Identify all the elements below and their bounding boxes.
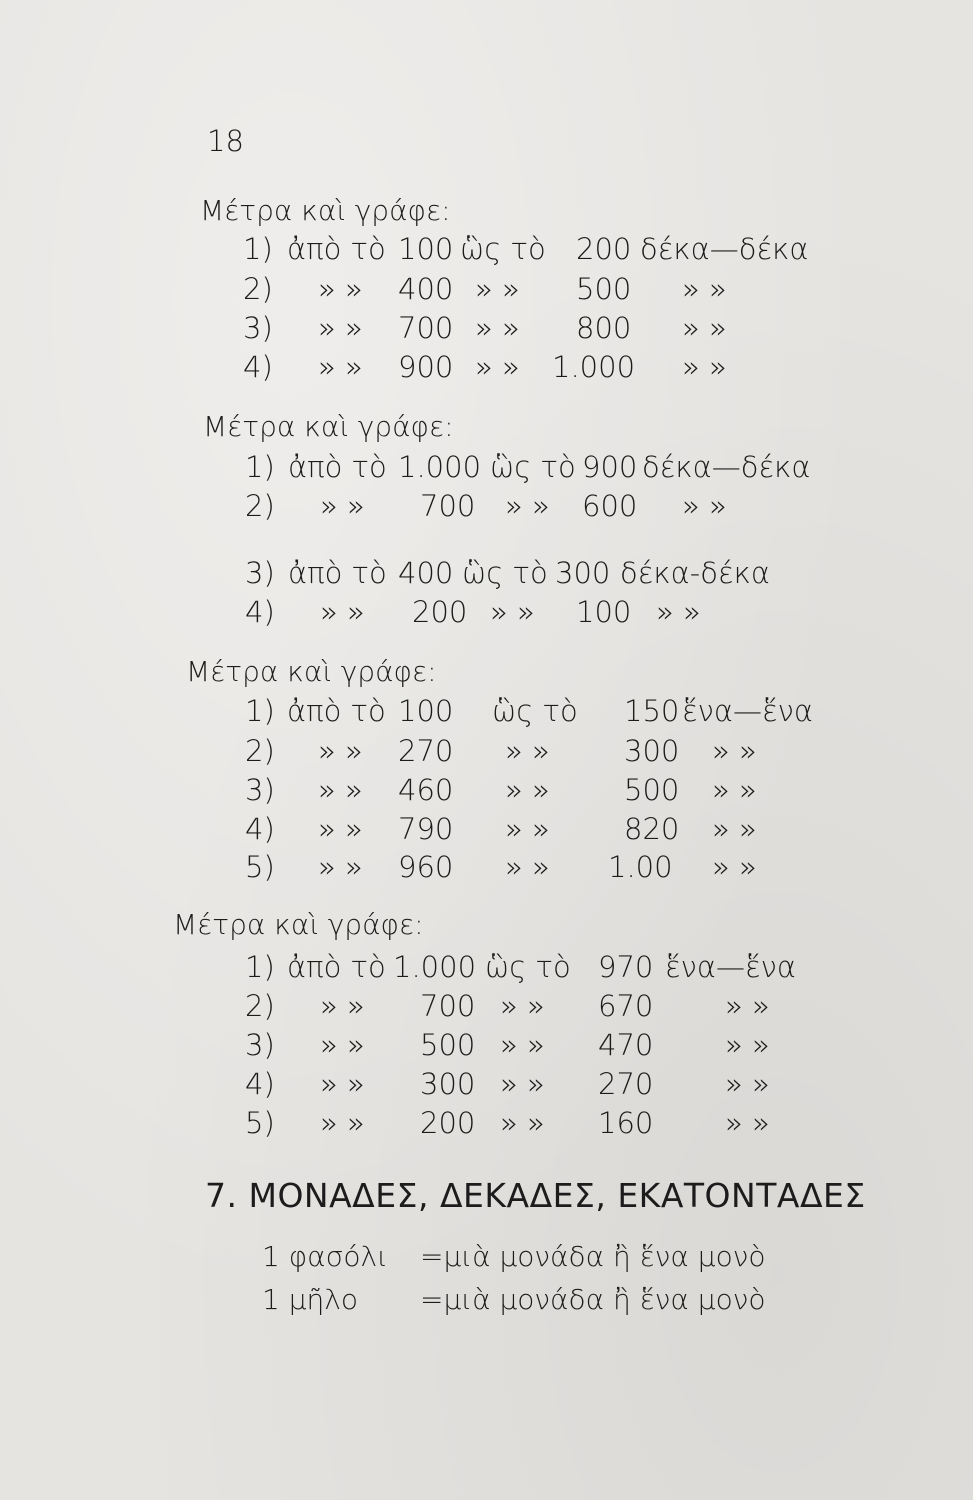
ditto-from: » » [318,734,363,768]
ditto-to: » » [500,989,545,1023]
ditto-step: » » [682,272,727,306]
to-value: 300 [624,734,680,768]
ditto-step: » » [682,489,727,523]
from-value: 960 [398,850,454,884]
ditto-step: » » [712,850,757,884]
to-label: ὣς τὸ [460,232,546,266]
to-value: 800 [576,311,632,345]
to-value: 150 [624,694,680,728]
from-value: 700 [420,489,476,523]
ditto-step: » » [712,773,757,807]
ditto-from: » » [318,272,363,306]
row-index: 4) [245,812,275,846]
from-value: 300 [420,1067,476,1101]
row-index: 3) [245,773,275,807]
step-label: ἕνα—ἕνα [682,694,813,728]
ditto-to: » » [500,1067,545,1101]
from-value: 790 [398,812,454,846]
from-label: ἀπὸ τὸ [287,232,386,266]
to-value: 900 [582,450,638,484]
to-value: 200 [576,232,632,266]
to-value: 970 [598,950,654,984]
row-index: 2) [245,734,275,768]
row-index: 2) [245,989,275,1023]
step-label: ἕνα—ἕνα [665,950,796,984]
ditto-to: » » [475,311,520,345]
block-2-heading: Μέτρα καὶ γράφε: [203,410,454,443]
from-value: 900 [398,350,454,384]
from-value: 460 [398,773,454,807]
from-value: 200 [420,1106,476,1140]
ditto-to: » » [505,773,550,807]
ditto-from: » » [320,1106,365,1140]
ditto-from: » » [320,989,365,1023]
to-value: 100 [576,595,632,629]
row-index: 2) [245,489,275,523]
block-3-heading: Μέτρα καὶ γράφε: [186,655,437,688]
ditto-step: » » [712,812,757,846]
step-label: δέκα-δέκα [620,556,770,590]
from-label: ἀπὸ τὸ [288,556,387,590]
from-value: 100 [398,694,454,728]
ditto-step: » » [712,734,757,768]
ditto-to: » » [505,734,550,768]
row-index: 5) [245,1106,275,1140]
row-index: 2) [243,272,273,306]
ditto-to: » » [500,1028,545,1062]
ditto-to: » » [505,812,550,846]
from-label: ἀπὸ τὸ [287,950,386,984]
ditto-step: » » [725,1028,770,1062]
ditto-to: » » [490,595,535,629]
ditto-to: » » [500,1106,545,1140]
row-index: 3) [245,556,275,590]
ditto-from: » » [320,1028,365,1062]
block-1-heading: Μέτρα καὶ γράφε: [200,194,451,227]
row-index: 1) [245,450,275,484]
ditto-from: » » [318,812,363,846]
ditto-step: » » [656,595,701,629]
row-index: 3) [243,311,273,345]
from-value: 270 [398,734,454,768]
block-4-heading: Μέτρα καὶ γράφε: [173,908,424,941]
row-index: 1) [245,694,275,728]
row-index: 3) [245,1028,275,1062]
section-title: 7. ΜΟΝΑΔΕΣ, ΔΕΚΑΔΕΣ, ΕΚΑΤΟΝΤΑΔΕΣ [205,1176,866,1215]
from-value: 200 [412,595,468,629]
row-index: 1) [243,232,273,266]
to-value: 1.000 [552,350,636,384]
ditto-step: » » [682,350,727,384]
step-label: δέκα—δέκα [640,232,809,266]
ditto-step: » » [682,311,727,345]
to-label: ὣς τὸ [485,950,571,984]
to-label: ὣς τὸ [490,450,576,484]
to-value: 670 [598,989,654,1023]
row-index: 4) [245,595,275,629]
from-value: 500 [420,1028,476,1062]
to-value: 270 [598,1067,654,1101]
unit-definition: =μιὰ μονάδα ἢ ἕνα μονὸ [420,1283,766,1316]
ditto-step: » » [725,989,770,1023]
row-index: 4) [245,1067,275,1101]
ditto-from: » » [320,489,365,523]
to-value: 1.00 [608,850,673,884]
ditto-to: » » [505,489,550,523]
to-value: 600 [582,489,638,523]
from-value: 1.000 [393,950,477,984]
step-label: δέκα—δέκα [642,450,811,484]
ditto-from: » » [318,311,363,345]
from-value: 700 [398,311,454,345]
unit-definition: =μιὰ μονάδα ἢ ἕνα μονὸ [420,1240,766,1273]
row-index: 5) [245,850,275,884]
ditto-step: » » [725,1106,770,1140]
unit-object: 1 μῆλο [262,1283,358,1316]
ditto-from: » » [318,773,363,807]
ditto-from: » » [320,1067,365,1101]
ditto-from: » » [318,350,363,384]
from-value: 400 [398,272,454,306]
from-label: ἀπὸ τὸ [288,450,387,484]
to-value: 300 [555,556,611,590]
row-index: 1) [245,950,275,984]
from-value: 100 [398,232,454,266]
ditto-from: » » [318,850,363,884]
to-value: 160 [598,1106,654,1140]
ditto-to: » » [505,850,550,884]
to-value: 500 [576,272,632,306]
to-value: 470 [598,1028,654,1062]
to-label: ὣς τὸ [492,694,578,728]
row-index: 4) [243,350,273,384]
to-value: 500 [624,773,680,807]
to-label: ὣς τὸ [462,556,548,590]
ditto-from: » » [320,595,365,629]
from-value: 700 [420,989,476,1023]
from-label: ἀπὸ τὸ [287,694,386,728]
page-number: 18 [207,124,244,158]
from-value: 400 [398,556,454,590]
to-value: 820 [624,812,680,846]
ditto-step: » » [725,1067,770,1101]
ditto-to: » » [475,272,520,306]
unit-object: 1 φασόλι [262,1240,388,1273]
from-value: 1.000 [398,450,482,484]
ditto-to: » » [475,350,520,384]
